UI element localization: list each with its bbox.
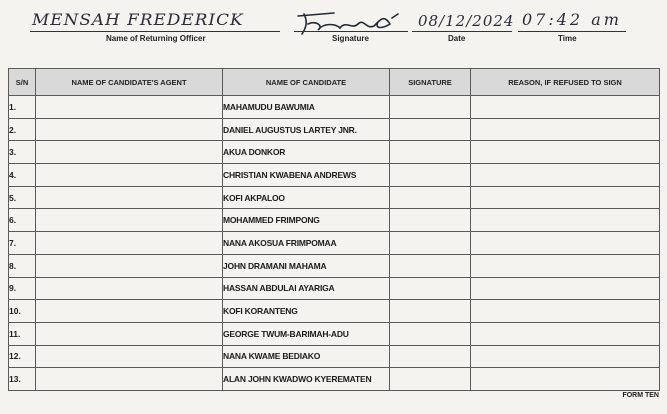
refusal-reason-cell[interactable] (471, 209, 660, 232)
agent-name-cell[interactable] (36, 232, 223, 255)
candidate-name-cell: NANA KWAME BEDIAKO (223, 345, 390, 368)
table-row (9, 345, 660, 368)
agent-name-cell[interactable] (36, 254, 223, 277)
row-sn: 6. (9, 209, 36, 232)
table-row (9, 96, 660, 119)
row-sn: 1. (9, 96, 36, 119)
row-sn: 9. (9, 277, 36, 300)
time-caption: Time (558, 34, 577, 43)
column-header-agent: NAME OF CANDIDATE'S AGENT (36, 69, 223, 96)
table-row (9, 232, 660, 255)
refusal-reason-cell[interactable] (471, 164, 660, 187)
agent-name-cell[interactable] (36, 277, 223, 300)
row-sn: 5. (9, 186, 36, 209)
candidate-agents-table (8, 68, 660, 391)
row-sn: 11. (9, 322, 36, 345)
refusal-reason-cell[interactable] (471, 368, 660, 391)
signature-cell[interactable] (390, 300, 471, 323)
candidate-name-cell: JOHN DRAMANI MAHAMA (223, 254, 390, 277)
signature-cell[interactable] (390, 254, 471, 277)
table-row (9, 322, 660, 345)
agent-name-cell[interactable] (36, 96, 223, 119)
table-header-row (9, 69, 660, 96)
agent-name-cell[interactable] (36, 141, 223, 164)
row-sn: 10. (9, 300, 36, 323)
refusal-reason-cell[interactable] (471, 254, 660, 277)
agent-name-cell[interactable] (36, 300, 223, 323)
candidate-name-cell: KOFI AKPALOO (223, 186, 390, 209)
candidate-name-cell: DANIEL AUGUSTUS LARTEY JNR. (223, 118, 390, 141)
signature-caption: Signature (332, 34, 369, 43)
column-header-sn: S/N (9, 69, 36, 96)
signature-cell[interactable] (390, 345, 471, 368)
candidate-name-cell: KOFI KORANTENG (223, 300, 390, 323)
candidate-name-cell: MOHAMMED FRIMPONG (223, 209, 390, 232)
candidate-name-cell: AKUA DONKOR (223, 141, 390, 164)
agent-name-cell[interactable] (36, 209, 223, 232)
row-sn: 8. (9, 254, 36, 277)
signature-cell[interactable] (390, 232, 471, 255)
signature-line (294, 31, 408, 32)
refusal-reason-cell[interactable] (471, 141, 660, 164)
table-row (9, 186, 660, 209)
row-sn: 4. (9, 164, 36, 187)
signature-cell[interactable] (390, 118, 471, 141)
table-row (9, 277, 660, 300)
table-row (9, 118, 660, 141)
signature-cell[interactable] (390, 368, 471, 391)
table-row (9, 254, 660, 277)
refusal-reason-cell[interactable] (471, 345, 660, 368)
table-row (9, 300, 660, 323)
table-row (9, 368, 660, 391)
table-row (9, 209, 660, 232)
table-row (9, 141, 660, 164)
agent-name-cell[interactable] (36, 164, 223, 187)
refusal-reason-cell[interactable] (471, 277, 660, 300)
refusal-reason-cell[interactable] (471, 96, 660, 119)
candidate-name-cell: HASSAN ABDULAI AYARIGA (223, 277, 390, 300)
agent-name-cell[interactable] (36, 345, 223, 368)
agent-name-cell[interactable] (36, 118, 223, 141)
candidate-name-cell: CHRISTIAN KWABENA ANDREWS (223, 164, 390, 187)
table-row (9, 164, 660, 187)
row-sn: 13. (9, 368, 36, 391)
refusal-reason-cell[interactable] (471, 300, 660, 323)
returning-officer-caption: Name of Returning Officer (106, 34, 206, 43)
signature-cell[interactable] (390, 209, 471, 232)
signature-cell[interactable] (390, 164, 471, 187)
refusal-reason-cell[interactable] (471, 322, 660, 345)
row-sn: 12. (9, 345, 36, 368)
candidate-name-cell: NANA AKOSUA FRIMPOMAA (223, 232, 390, 255)
form-label: FORM TEN (622, 392, 659, 399)
refusal-reason-cell[interactable] (471, 118, 660, 141)
refusal-reason-cell[interactable] (471, 186, 660, 209)
candidate-name-cell: ALAN JOHN KWADWO KYEREMATEN (223, 368, 390, 391)
row-sn: 3. (9, 141, 36, 164)
column-header-reason: REASON, IF REFUSED TO SIGN (471, 69, 660, 96)
refusal-reason-cell[interactable] (471, 232, 660, 255)
date-caption: Date (448, 34, 466, 43)
candidate-name-cell: MAHAMUDU BAWUMIA (223, 96, 390, 119)
returning-officer-name: MENSAH FREDERICK (32, 10, 244, 29)
signature-cell[interactable] (390, 277, 471, 300)
signature-cell[interactable] (390, 96, 471, 119)
signature-cell[interactable] (390, 322, 471, 345)
column-header-candidate: NAME OF CANDIDATE (223, 69, 390, 96)
column-header-signature: SIGNATURE (390, 69, 471, 96)
time-line (518, 31, 626, 32)
row-sn: 2. (9, 118, 36, 141)
agent-name-cell[interactable] (36, 322, 223, 345)
time-value: 07:42 am (522, 10, 622, 29)
agent-name-cell[interactable] (36, 186, 223, 209)
signature-cell[interactable] (390, 186, 471, 209)
date-value: 08/12/2024 (418, 12, 515, 30)
signature-cell[interactable] (390, 141, 471, 164)
date-line (412, 31, 512, 32)
candidate-name-cell: GEORGE TWUM-BARIMAH-ADU (223, 322, 390, 345)
agent-name-cell[interactable] (36, 368, 223, 391)
returning-officer-line (30, 31, 280, 32)
row-sn: 7. (9, 232, 36, 255)
